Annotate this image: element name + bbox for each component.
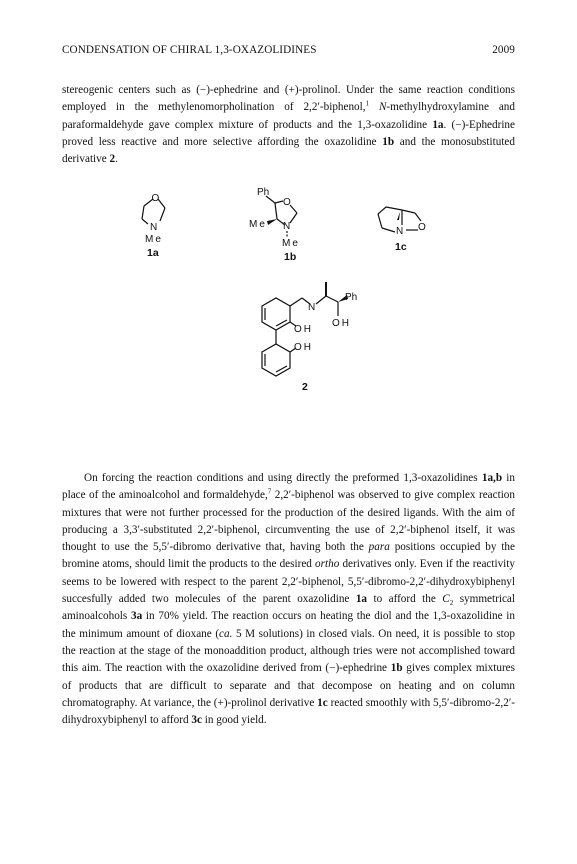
hydroxyl-label-side: OH (332, 318, 351, 329)
p2-text-f: positions occupied by the bromine atoms, should limit the products to the desired (62, 541, 515, 571)
running-title: CONDENSATION OF CHIRAL 1,3-OXAZOLIDINES (62, 44, 317, 56)
compound-ref-1b: 1b (390, 662, 403, 675)
atom-n: N (396, 226, 404, 237)
structure-2 (240, 280, 370, 460)
structure-1a (125, 186, 185, 266)
compound-ref-3c: 3c (191, 714, 202, 727)
page-number: 2009 (492, 44, 515, 56)
p1-text-a: stereogenic centers such as (−)-ephedrine and (+)-prolinol. Under the same reaction conditions employed in the methylenomorpholination of 2,2′-biphenol, (62, 84, 515, 114)
wedge-bond (267, 219, 277, 225)
p2-text-v: in good yield. (201, 714, 267, 727)
p1-italic-n: N (378, 101, 387, 114)
p2-text-r: gives complex mixtures of products that are difficult to separate and that decompose on heating and on column chromatography. At variance, the (+)-prolinol derivative (62, 662, 515, 709)
compound-ref-2: 2 (109, 153, 116, 166)
p1-text-c: -methylhydroxylamine and paraformaldehyde gave complex mixture of products and the 1,3-oxazolidine (62, 101, 515, 131)
atom-n: N (150, 222, 158, 233)
p2-text-t: reacted smoothly with 5,5′-dibromo-2,2′-dihydroxybiphenyl to afford (62, 696, 515, 727)
citation-1: 1 (365, 99, 370, 108)
citation-7: 7 (267, 487, 272, 496)
atom-o: O (283, 197, 291, 208)
p2-italic-para: para (368, 541, 390, 554)
hydroxyl-label-ring-1: OH (294, 324, 313, 335)
atom-o: O (418, 222, 426, 233)
p2-text-c: in place of the aminoalcohol and formaldehyde, (62, 472, 515, 502)
structure-1c (370, 200, 448, 264)
p2-text-d: 2,2′-biphenol was observed to give complex reaction mixtures that were not further processed for the production of the desired ligands. With the aim of producing a 3,3′-substituted 2,2′-biphenol, circumventing the use of 2,2′-biphenol itself, it was thought to use the 5,5′-dibromo derivative that, having both the (62, 489, 515, 554)
atom-n: N (308, 302, 316, 313)
p2-text-j: to afford the (367, 593, 443, 606)
atom-n: N (283, 221, 291, 232)
p1-text-g: and the monosubstituted derivative (62, 135, 515, 166)
p1-text-i: . (115, 153, 118, 166)
paragraph-1 (62, 82, 515, 168)
paragraph-2 (62, 470, 515, 729)
compound-ref-1b: 1b (382, 135, 395, 148)
methyl-label: Me (145, 234, 163, 245)
compound-label-2: 2 (302, 381, 308, 393)
atom-o: O (151, 193, 160, 204)
p2-text-n: in 70% yield. The reaction occurs on heating the diol and the 1,3-oxazolidine in the minimum amount of dioxane ( (62, 610, 516, 640)
p1-text-e: . (−)-Ephedrine proved less reactive and more selective affording the oxazolidine (62, 118, 515, 148)
methyl-label-1: Me (249, 219, 267, 230)
compound-label-1c: 1c (395, 241, 407, 253)
p2-text-a: On forcing the reaction conditions and using directly the preformed 1,3-oxazolidines (84, 472, 482, 484)
p2-italic-ortho: ortho (315, 558, 340, 571)
structure-1b (245, 183, 330, 267)
p2-text-l: symmetrical aminoalcohols (62, 593, 515, 623)
running-header (62, 44, 515, 60)
compound-label-1b: 1b (284, 251, 297, 263)
compound-ref-1a: 1a (355, 593, 368, 606)
symmetry-subscript: 2 (449, 599, 454, 608)
methyl-label-2: Me (282, 238, 300, 249)
p2-italic-ca: ca. (219, 627, 233, 640)
hydroxyl-label-ring-2: OH (294, 342, 313, 353)
p2-text-h: derivatives only. Even if the reactivity seems to be lowered with respect to the parent 2,2′-biphenol, 5,5′-dibromo-2,2′-dihydroxybiphenyl succesfully added two molecules of the parent oxazolidine (62, 558, 515, 606)
compound-label-1a: 1a (147, 247, 159, 259)
compound-ref-1a: 1a (432, 118, 444, 131)
compound-ref-1c: 1c (317, 696, 328, 709)
phenyl-label: Ph (257, 187, 270, 198)
phenyl-label: Ph (345, 292, 358, 303)
compound-ref-1ab: 1a,b (481, 472, 503, 484)
symmetry-c: C (442, 593, 450, 606)
p2-text-p: 5 M solutions) in closed vials. On need, it is possible to stop the reaction at the stage of the monoaddition product, although tries were not accomplished toward this aim. The reaction with the oxazolidine derived from (−)-ephedrine (62, 627, 515, 675)
compound-ref-3a: 3a (131, 610, 143, 623)
